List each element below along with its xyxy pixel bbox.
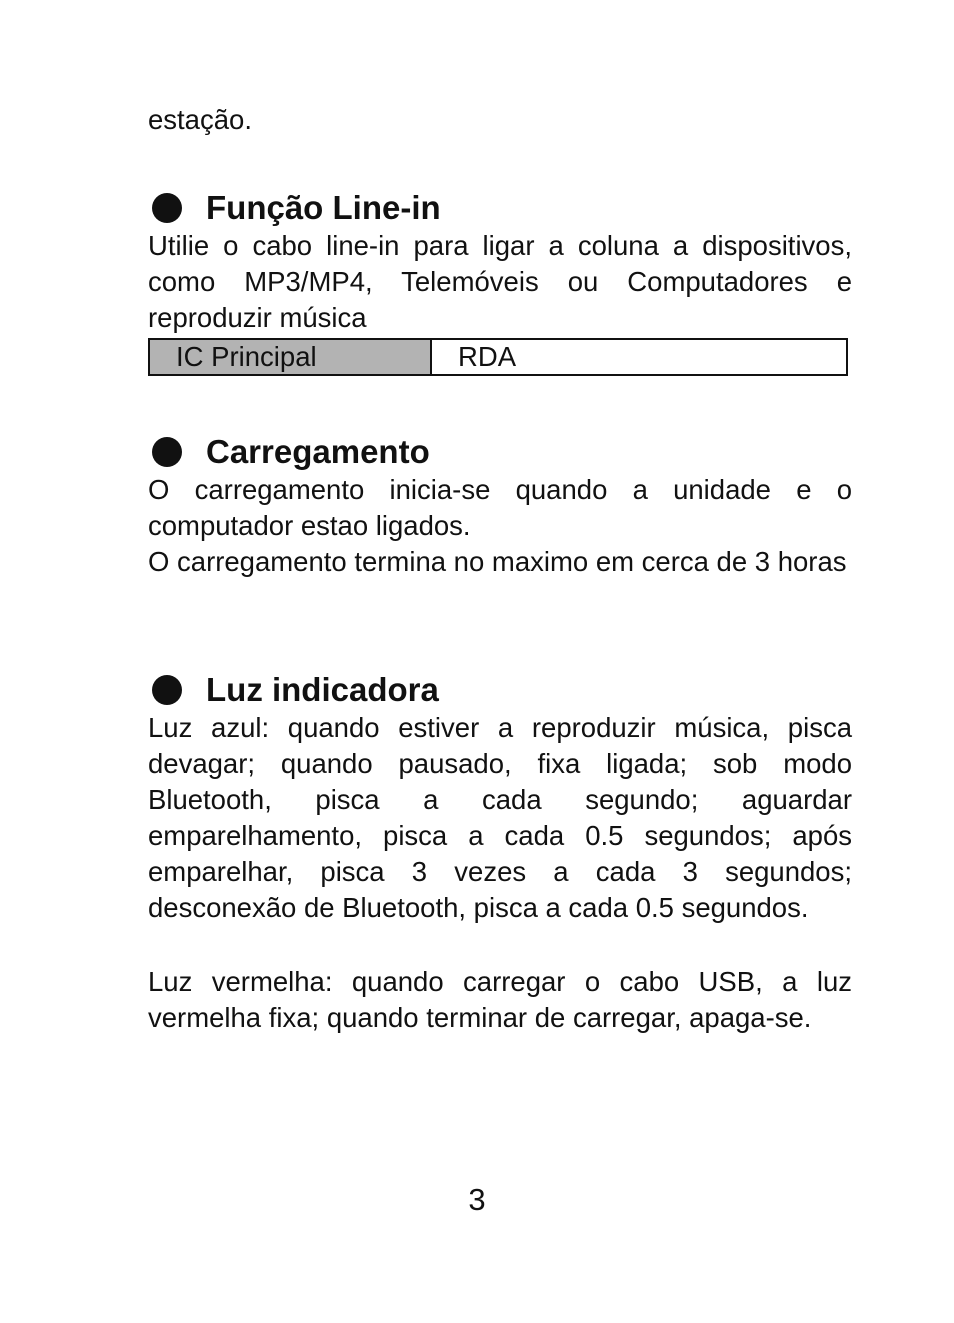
section-line-in (148, 188, 852, 376)
table-label-cell: IC Principal (149, 339, 431, 375)
red-light-text: Luz vermelha: quando carregar o cabo USB, a luz vermelha fixa; quando terminar de carregar, apaga-se. (148, 966, 852, 1033)
section-heading (148, 670, 852, 710)
bullet-icon (152, 193, 182, 223)
section-charging (148, 432, 852, 580)
page-number: 3 (468, 1182, 486, 1217)
section-title: Luz indicadora (206, 671, 439, 708)
lead-text: estação. (148, 104, 252, 135)
section-body: O carregamento inicia-se quando a unidade e o computador estao ligados. (148, 474, 852, 541)
bullet-icon (152, 437, 182, 467)
section-body: O carregamento termina no maximo em cerca de 3 horas (148, 546, 847, 577)
bullet-icon (152, 675, 182, 705)
section-heading (148, 188, 852, 228)
section-heading (148, 432, 852, 472)
spec-table (148, 338, 848, 376)
table-value-cell: RDA (431, 339, 847, 375)
table-row (149, 339, 847, 375)
section-body: Utilie o cabo line-in para ligar a coluna a dispositivos, como MP3/MP4, Telemóveis ou Computadores e reproduzir música (148, 230, 852, 333)
section-indicator (148, 670, 852, 1036)
section-title: Carregamento (206, 433, 430, 470)
blue-light-text: Luz azul: quando estiver a reproduzir música, pisca devagar; quando pausado, fixa ligada; sob modo Bluetooth, pisca a cada segundo; aguardar emparelhamento, pisca a cada 0.5 segundos; após emparelhar, pisca 3 vezes a cada 3 segundos; desconexão de Bluetooth, pisca a cada 0.5 segundos. (148, 712, 852, 923)
section-title: Função Line-in (206, 189, 441, 226)
